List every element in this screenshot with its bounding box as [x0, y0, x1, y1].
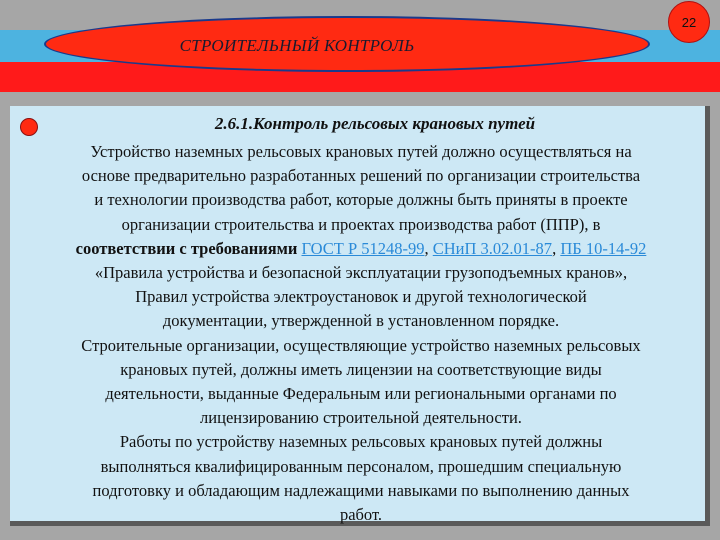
- gost-link[interactable]: ГОСТ Р 51248-99: [301, 238, 425, 258]
- body-line: организации строительства и проектах производства работ (ППР), в: [121, 214, 601, 234]
- page-number: 22: [681, 14, 697, 30]
- body-line: основе предварительно разработанных решений по организации строительства: [81, 166, 641, 186]
- body-line: документации, утвержденной в установленном порядке.: [162, 311, 560, 331]
- page-title: СТРОИТЕЛЬНЫЙ КОНТРОЛЬ: [179, 36, 415, 55]
- title-banner: [44, 16, 650, 72]
- separator: ,: [424, 238, 433, 258]
- section-heading: 2.6.1.Контроль рельсовых крановых путей: [214, 114, 536, 133]
- body-line: Устройство наземных рельсовых крановых путей должно осуществляться на: [90, 142, 632, 161]
- body-line: и технологии производства работ, которые должны быть приняты в проекте: [94, 190, 628, 210]
- body-line: Работы по устройству наземных рельсовых крановых путей должны: [119, 432, 603, 452]
- body-text: [14, 140, 708, 527]
- body-line: деятельности, выданные Федеральным или региональными органами по: [105, 384, 617, 404]
- body-line: выполняться квалифицированным персоналом, прошедшим специальную: [100, 456, 622, 476]
- body-line: лицензированию строительной деятельности.: [200, 408, 522, 428]
- requirements-prefix: соответствии с требованиями: [75, 238, 302, 258]
- body-line: подготовку и обладающим надлежащими навыками по выполнению данных: [92, 480, 630, 500]
- page-number-badge: [668, 1, 710, 43]
- header-corner-left: [0, 0, 52, 30]
- body-line: крановых путей, должны иметь лицензии на соответствующие виды: [120, 359, 602, 379]
- body-line: Строительные организации, осуществляющие устройство наземных рельсовых: [81, 335, 641, 355]
- body-line: «Правила устройства и безопасной эксплуатации грузоподъемных кранов»,: [94, 263, 628, 283]
- body-line: Правил устройства электроустановок и другой технологической: [135, 287, 587, 307]
- snip-link[interactable]: СНиП 3.02.01-87: [432, 238, 553, 258]
- body-line: работ.: [339, 505, 383, 525]
- separator: ,: [552, 238, 561, 258]
- body-line-with-links: [14, 237, 708, 261]
- pb-link[interactable]: ПБ 10-14-92: [560, 238, 647, 258]
